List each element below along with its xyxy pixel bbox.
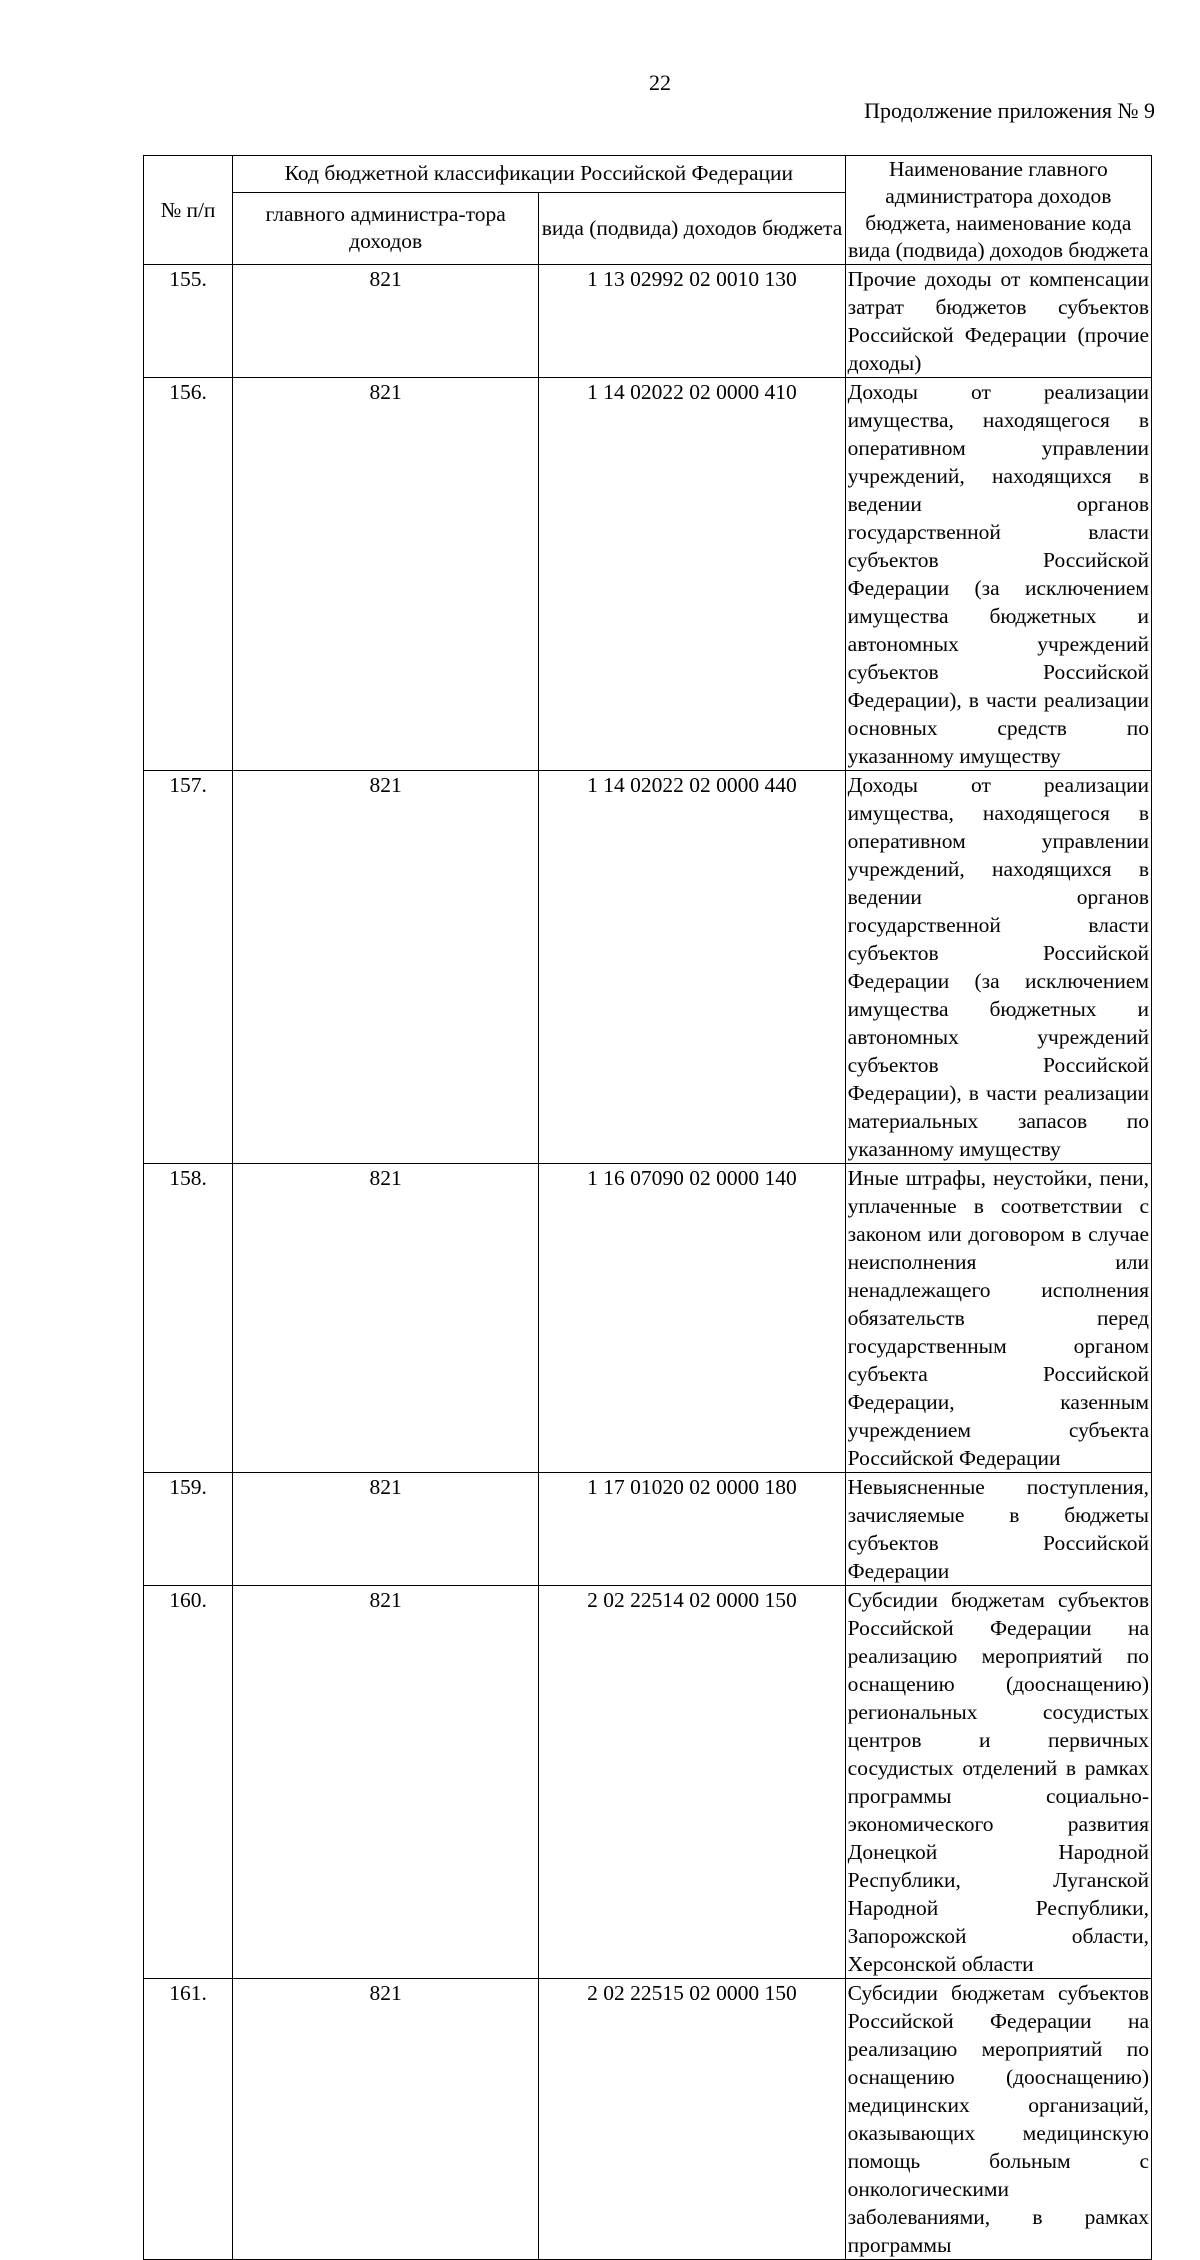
row-num: 156. [144,378,233,771]
table-row [144,771,1152,1164]
row-admin-code: 821 [233,1979,539,2260]
row-income-code: 1 14 02022 02 0000 410 [539,378,845,771]
header-row-top [144,156,1152,193]
row-name: Невыясненные поступления, зачисляемые в бюджеты субъектов Российской Федерации [845,1473,1151,1586]
row-name: Иные штрафы, неустойки, пени, уплаченные в соответствии с законом или договором в случае неисполнения или ненадлежащего исполнения обязательств перед государственным органом субъекта Российской Федерации, казенным учреждением субъекта Российской Федерации [845,1164,1151,1473]
table-body [144,265,1152,2260]
row-income-code: 1 13 02992 02 0010 130 [539,265,845,378]
row-num: 161. [144,1979,233,2260]
header-name: Наименование главного администратора доходов бюджета, наименование кода вида (подвида) доходов бюджета [845,156,1151,265]
row-admin-code: 821 [233,378,539,771]
row-admin-code: 821 [233,1473,539,1586]
row-name: Доходы от реализации имущества, находящегося в оперативном управлении учреждений, находящихся в ведении органов государственной власти субъектов Российской Федерации (за исключением имущества бюджетных и автономных учреждений субъектов Российской Федерации), в части реализации основных средств по указанному имуществу [845,378,1151,771]
row-income-code: 2 02 22514 02 0000 150 [539,1586,845,1979]
row-admin-code: 821 [233,265,539,378]
row-income-code: 1 17 01020 02 0000 180 [539,1473,845,1586]
page-number: 22 [649,70,671,95]
row-income-code: 2 02 22515 02 0000 150 [539,1979,845,2260]
row-name: Прочие доходы от компенсации затрат бюджетов субъектов Российской Федерации (прочие доходы) [845,265,1151,378]
row-num: 157. [144,771,233,1164]
row-admin-code: 821 [233,1586,539,1979]
row-name: Субсидии бюджетам субъектов Российской Федерации на реализацию мероприятий по оснащению (дооснащению) медицинских организаций, оказывающих медицинскую помощь больным с онкологическими заболеваниями, в рамках программы [845,1979,1151,2260]
budget-classification-table [143,155,1152,2260]
row-admin-code: 821 [233,1164,539,1473]
table-header [144,156,1152,265]
continuation-title: Продолжение приложения № 9 [864,98,1155,123]
row-name: Доходы от реализации имущества, находящегося в оперативном управлении учреждений, находящихся в ведении органов государственной власти субъектов Российской Федерации (за исключением имущества бюджетных и автономных учреждений субъектов Российской Федерации), в части реализации материальных запасов по указанному имуществу [845,771,1151,1164]
table-row [144,1473,1152,1586]
table-row [144,378,1152,771]
row-num: 158. [144,1164,233,1473]
row-num: 160. [144,1586,233,1979]
row-income-code: 1 16 07090 02 0000 140 [539,1164,845,1473]
header-type: вида (подвида) доходов бюджета [539,192,845,264]
row-num: 159. [144,1473,233,1586]
table-row [144,1586,1152,1979]
row-num: 155. [144,265,233,378]
header-num: № п/п [144,156,233,265]
table-row [144,265,1152,378]
table-row [144,1979,1152,2260]
header-admin: главного администра-тора доходов [233,192,539,264]
header-code-group: Код бюджетной классификации Российской Федерации [233,156,846,193]
row-name: Субсидии бюджетам субъектов Российской Федерации на реализацию мероприятий по оснащению (дооснащению) региональных сосудистых центров и первичных сосудистых отделений в рамках программы социально-экономического развития Донецкой Народной Республики, Луганской Народной Республики, Запорожской области, Херсонской области [845,1586,1151,1979]
row-admin-code: 821 [233,771,539,1164]
row-income-code: 1 14 02022 02 0000 440 [539,771,845,1164]
table-row [144,1164,1152,1473]
